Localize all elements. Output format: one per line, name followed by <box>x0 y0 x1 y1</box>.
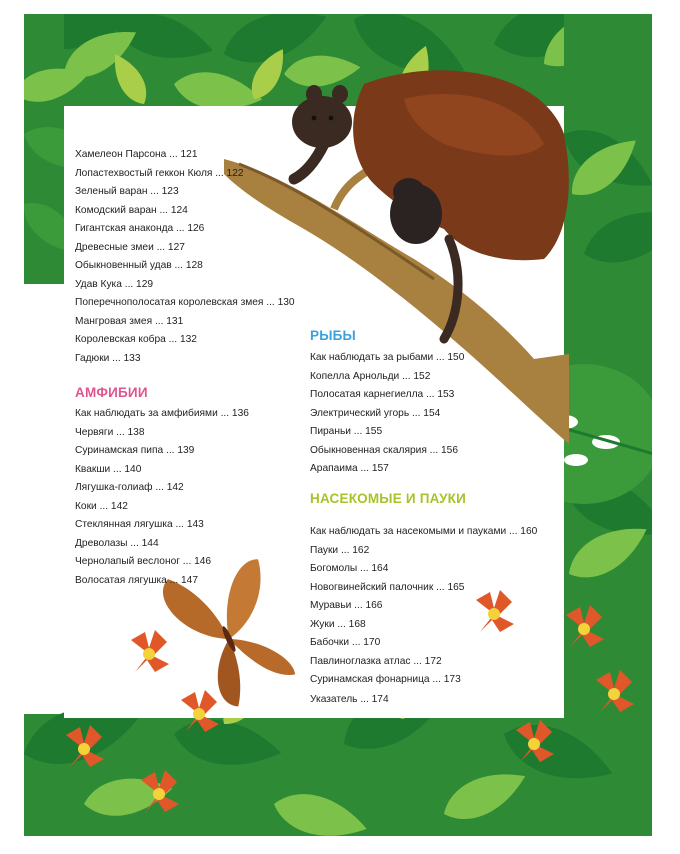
toc-entry: Древолазы ... 144 <box>75 537 159 549</box>
toc-entry: Суринамская фонарница ... 173 <box>310 674 461 685</box>
toc-entry: Как наблюдать за рыбами ... 150 <box>310 352 465 363</box>
toc-entry: Стеклянная лягушка ... 143 <box>75 519 204 530</box>
toc-reptiles-list <box>75 146 295 368</box>
toc-amphibians-list <box>75 405 249 590</box>
toc-entry: Лопастехвостый геккон Кюля ... 122 <box>75 167 244 179</box>
toc-entry: Суринамская пипа ... 139 <box>75 445 195 456</box>
toc-entry: Пауки ... 162 <box>310 544 370 556</box>
toc-entry: Королевская кобра ... 132 <box>75 334 197 345</box>
toc-entry: Копелла Арнольди ... 152 <box>310 370 431 382</box>
toc-entry: Павлиноглазка атлас ... 172 <box>310 655 442 667</box>
toc-entry: Электрический угорь ... 154 <box>310 407 441 419</box>
toc-entry: Пираньи ... 155 <box>310 426 383 437</box>
toc-entry: Обыкновенная скалярия ... 156 <box>310 444 458 456</box>
toc-entry: Как наблюдать за амфибиями ... 136 <box>75 408 249 419</box>
toc-entry: Бабочки ... 170 <box>310 637 381 648</box>
toc-entry: Зеленый варан ... 123 <box>75 186 179 197</box>
toc-entry: Червяги ... 138 <box>75 426 145 438</box>
toc-entry: Чернолапый веслоног ... 146 <box>75 556 212 567</box>
toc-entry: Гадюки ... 133 <box>75 352 141 364</box>
toc-entry: Мангровая змея ... 131 <box>75 315 184 327</box>
toc-entry: Комодский варан ... 124 <box>75 204 188 216</box>
toc-entry: Обыкновенный удав ... 128 <box>75 260 203 271</box>
toc-entry: Новогвинейский палочник ... 165 <box>310 581 465 593</box>
toc-insects-list <box>310 523 537 690</box>
toc-entry: Жуки ... 168 <box>310 618 366 630</box>
toc-entry: Арапаима ... 157 <box>310 463 389 474</box>
toc-index-entry: Указатель ... 174 <box>310 694 389 705</box>
toc-entry: Гигантская анаконда ... 126 <box>75 223 205 234</box>
section-heading-amphibians: АМФИБИИ <box>75 385 148 400</box>
toc-entry: Волосатая лягушка ... 147 <box>75 574 199 586</box>
toc-entry: Удав Кука ... 129 <box>75 278 154 290</box>
toc-entry: Как наблюдать за насекомыми и пауками ... 160 <box>310 526 538 537</box>
section-heading-fish: РЫБЫ <box>310 328 356 343</box>
toc-entry: Коки ... 142 <box>75 500 128 512</box>
toc-entry: Муравьи ... 166 <box>310 600 383 611</box>
toc-entry: Древесные змеи ... 127 <box>75 241 185 253</box>
section-heading-insects: НАСЕКОМЫЕ И ПАУКИ <box>310 491 467 506</box>
toc-entry: Квакши ... 140 <box>75 463 142 475</box>
book-page <box>24 14 652 836</box>
toc-entry: Поперечнополосатая королевская змея ... 130 <box>75 297 295 308</box>
toc-entry: Полосатая карнегиелла ... 153 <box>310 389 455 400</box>
toc-fish-list <box>310 349 464 479</box>
toc-entry: Хамелеон Парсона ... 121 <box>75 149 198 160</box>
toc-entry: Лягушка-голиаф ... 142 <box>75 482 184 493</box>
toc-entry: Богомолы ... 164 <box>310 563 389 574</box>
